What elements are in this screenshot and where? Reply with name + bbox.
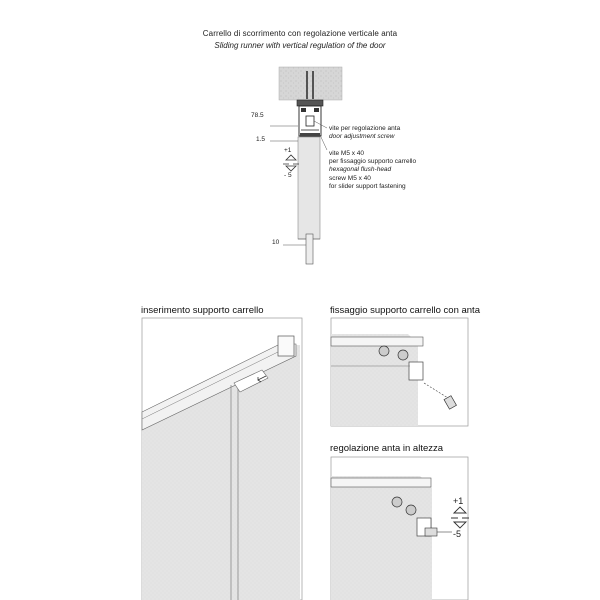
dimension-middle: 1.5 xyxy=(256,136,266,143)
callout-fastening-screw: vite M5 x 40 per fissaggio supporto carrello hexagonal flush-head screw M5 x 40 for slider support fastening xyxy=(329,150,417,190)
adjust-minus: - 5 xyxy=(284,172,292,179)
top-right-panel-artwork xyxy=(331,318,468,426)
panel-adjust-plus: +1 xyxy=(453,496,464,506)
adjust-plus: +1 xyxy=(284,147,292,154)
dimension-top: 78.5 xyxy=(251,112,264,119)
panel-adjust-minus: -5 xyxy=(453,529,462,539)
track-profile xyxy=(297,100,323,137)
panel-title-height-adjustment: regolazione anta in altezza xyxy=(330,443,444,454)
ceiling-block xyxy=(279,67,342,100)
title-english: Sliding runner with vertical regulation of the door xyxy=(214,41,386,50)
panel-title-insertion: inserimento supporto carrello xyxy=(141,305,264,316)
bottom-right-panel-artwork xyxy=(331,457,468,600)
title-italian: Carrello di scorrimento con regolazione verticale anta xyxy=(202,29,398,38)
panel-title-fastening: fissaggio supporto carrello con anta xyxy=(330,305,480,316)
height-adjust-arrows-icon-large xyxy=(451,507,469,528)
dimension-bottom: 10 xyxy=(272,239,280,246)
callout-adjustment-screw: vite per regolazione anta door adjustment screw xyxy=(329,125,401,141)
left-panel-artwork xyxy=(142,318,302,600)
height-adjust-arrows-icon xyxy=(283,155,299,171)
